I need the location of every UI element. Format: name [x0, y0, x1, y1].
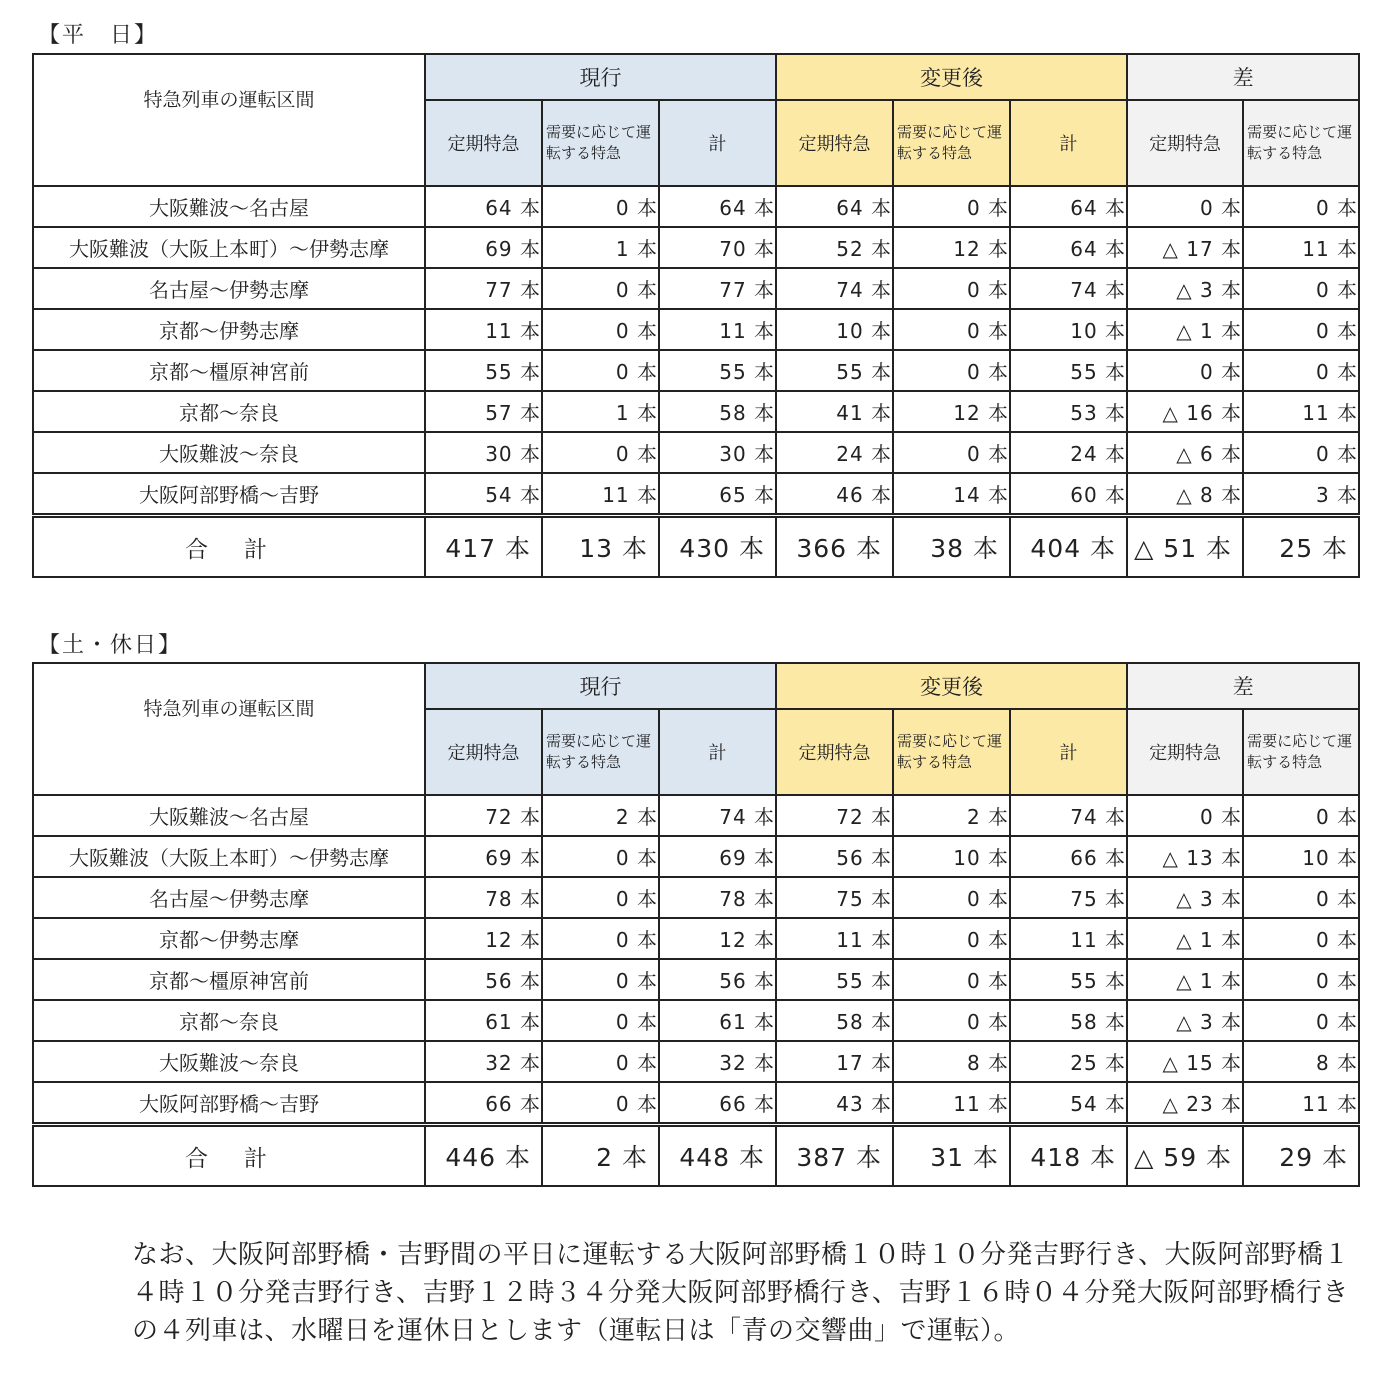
train-count-cell: 11 本: [893, 1082, 1010, 1125]
train-count-cell: △ 3 本: [1127, 877, 1243, 918]
table-row: [33, 877, 1359, 918]
regular-express-header: 定期特急: [776, 709, 893, 795]
train-count-cell: 55 本: [776, 959, 893, 1000]
train-count-cell: 8 本: [893, 1041, 1010, 1082]
train-count-cell: △ 8 本: [1127, 473, 1243, 516]
train-count-cell: 11 本: [659, 309, 776, 350]
table-row: [33, 1000, 1359, 1041]
train-count-cell: 0 本: [1243, 1000, 1359, 1041]
train-count-cell: 58 本: [776, 1000, 893, 1041]
train-count-cell: 0 本: [542, 836, 659, 877]
total-count-cell: 430 本: [659, 516, 776, 578]
train-count-cell: 55 本: [425, 350, 542, 391]
train-count-cell: 74 本: [776, 268, 893, 309]
train-count-cell: 12 本: [425, 918, 542, 959]
on-demand-express-header: 需要に応じて運転する特急: [893, 709, 1010, 795]
route-name: 名古屋～伊勢志摩: [33, 268, 425, 309]
train-count-cell: 10 本: [1243, 836, 1359, 877]
train-count-cell: 64 本: [1010, 227, 1127, 268]
train-count-cell: 41 本: [776, 391, 893, 432]
total-count-cell: 13 本: [542, 516, 659, 578]
train-count-cell: 24 本: [776, 432, 893, 473]
train-count-cell: 0 本: [1243, 350, 1359, 391]
train-count-cell: △ 1 本: [1127, 918, 1243, 959]
table-row: [33, 1041, 1359, 1082]
train-count-cell: 0 本: [893, 309, 1010, 350]
train-count-cell: 66 本: [659, 1082, 776, 1125]
train-count-cell: 69 本: [425, 836, 542, 877]
total-row: [33, 516, 1359, 578]
train-count-cell: 55 本: [1010, 959, 1127, 1000]
total-count-cell: 38 本: [893, 516, 1010, 578]
train-count-cell: 0 本: [1127, 186, 1243, 227]
train-count-cell: 58 本: [1010, 1000, 1127, 1041]
route-header: 特急列車の運転区間: [33, 663, 425, 795]
train-count-cell: 53 本: [1010, 391, 1127, 432]
train-count-cell: 74 本: [1010, 795, 1127, 836]
total-count-cell: 418 本: [1010, 1125, 1127, 1187]
total-header: 計: [1010, 709, 1127, 795]
table-row: [33, 227, 1359, 268]
train-count-cell: 8 本: [1243, 1041, 1359, 1082]
table-row: [33, 391, 1359, 432]
route-name: 京都～橿原神宮前: [33, 959, 425, 1000]
train-count-cell: 46 本: [776, 473, 893, 516]
table-row: [33, 795, 1359, 836]
table-row: [33, 432, 1359, 473]
train-count-cell: 69 本: [659, 836, 776, 877]
train-count-cell: 57 本: [425, 391, 542, 432]
train-count-cell: 30 本: [425, 432, 542, 473]
weekday-section-title: 【平 日】: [38, 23, 159, 48]
train-count-cell: △ 1 本: [1127, 959, 1243, 1000]
train-count-cell: 64 本: [425, 186, 542, 227]
route-name: 京都～伊勢志摩: [33, 918, 425, 959]
table-row: [33, 836, 1359, 877]
table-row: [33, 918, 1359, 959]
train-count-cell: 2 本: [893, 795, 1010, 836]
train-count-cell: 78 本: [425, 877, 542, 918]
train-count-cell: 0 本: [542, 432, 659, 473]
train-count-cell: 61 本: [425, 1000, 542, 1041]
holiday-section-title: 【土・休日】: [38, 633, 183, 658]
train-count-cell: △ 16 本: [1127, 391, 1243, 432]
train-count-cell: 3 本: [1243, 473, 1359, 516]
train-count-cell: △ 1 本: [1127, 309, 1243, 350]
train-count-cell: 0 本: [542, 1041, 659, 1082]
route-name: 名古屋～伊勢志摩: [33, 877, 425, 918]
train-count-cell: 0 本: [542, 1000, 659, 1041]
train-count-cell: 0 本: [542, 959, 659, 1000]
total-count-cell: 446 本: [425, 1125, 542, 1187]
total-row: [33, 1125, 1359, 1187]
train-count-cell: 11 本: [1010, 918, 1127, 959]
total-label: 合計: [33, 516, 425, 578]
total-count-cell: 366 本: [776, 516, 893, 578]
total-header: 計: [659, 100, 776, 186]
train-count-cell: 61 本: [659, 1000, 776, 1041]
train-count-cell: 74 本: [1010, 268, 1127, 309]
train-count-cell: 0 本: [1243, 309, 1359, 350]
train-count-cell: 66 本: [1010, 836, 1127, 877]
train-count-cell: 56 本: [659, 959, 776, 1000]
route-name: 大阪阿部野橋～吉野: [33, 1082, 425, 1125]
route-header: 特急列車の運転区間: [33, 54, 425, 186]
train-count-cell: 56 本: [776, 836, 893, 877]
train-count-cell: 11 本: [1243, 1082, 1359, 1125]
train-count-cell: 0 本: [542, 350, 659, 391]
train-count-cell: 0 本: [893, 959, 1010, 1000]
train-count-cell: 25 本: [1010, 1041, 1127, 1082]
train-count-cell: 0 本: [542, 186, 659, 227]
train-count-cell: 24 本: [1010, 432, 1127, 473]
group-after-change: 変更後: [776, 663, 1127, 709]
train-count-cell: 74 本: [659, 795, 776, 836]
regular-express-header: 定期特急: [1127, 100, 1243, 186]
train-count-cell: 11 本: [1243, 391, 1359, 432]
total-count-cell: 31 本: [893, 1125, 1010, 1187]
train-count-cell: 64 本: [776, 186, 893, 227]
train-count-cell: 10 本: [893, 836, 1010, 877]
train-count-cell: 10 本: [1010, 309, 1127, 350]
total-count-cell: △ 59 本: [1127, 1125, 1243, 1187]
train-count-cell: 54 本: [425, 473, 542, 516]
train-count-cell: 0 本: [1243, 877, 1359, 918]
train-count-cell: 0 本: [1243, 795, 1359, 836]
train-count-cell: 2 本: [542, 795, 659, 836]
train-count-cell: 14 本: [893, 473, 1010, 516]
on-demand-express-header: 需要に応じて運転する特急: [1243, 709, 1359, 795]
train-count-cell: 0 本: [1243, 918, 1359, 959]
group-difference: 差: [1127, 663, 1359, 709]
train-count-cell: 55 本: [659, 350, 776, 391]
route-name: 京都～橿原神宮前: [33, 350, 425, 391]
train-count-cell: 0 本: [1127, 350, 1243, 391]
group-current: 現行: [425, 663, 776, 709]
train-count-cell: 0 本: [1243, 432, 1359, 473]
total-count-cell: 29 本: [1243, 1125, 1359, 1187]
group-current: 現行: [425, 54, 776, 100]
total-count-cell: 387 本: [776, 1125, 893, 1187]
train-count-cell: 0 本: [1127, 795, 1243, 836]
total-count-cell: △ 51 本: [1127, 516, 1243, 578]
total-label: 合計: [33, 1125, 425, 1187]
regular-express-header: 定期特急: [776, 100, 893, 186]
train-count-cell: 72 本: [776, 795, 893, 836]
train-count-cell: 72 本: [425, 795, 542, 836]
route-name: 京都～伊勢志摩: [33, 309, 425, 350]
train-count-cell: 0 本: [893, 432, 1010, 473]
weekday-timetable: [32, 53, 1360, 578]
route-name: 大阪難波（大阪上本町）～伊勢志摩: [33, 227, 425, 268]
train-count-cell: 75 本: [776, 877, 893, 918]
train-count-cell: 60 本: [1010, 473, 1127, 516]
train-count-cell: △ 6 本: [1127, 432, 1243, 473]
train-count-cell: 0 本: [1243, 959, 1359, 1000]
table-row: [33, 350, 1359, 391]
train-count-cell: 12 本: [893, 227, 1010, 268]
on-demand-express-header: 需要に応じて運転する特急: [1243, 100, 1359, 186]
regular-express-header: 定期特急: [425, 709, 542, 795]
train-count-cell: 12 本: [659, 918, 776, 959]
train-count-cell: 32 本: [425, 1041, 542, 1082]
train-count-cell: 11 本: [425, 309, 542, 350]
route-name: 京都～奈良: [33, 391, 425, 432]
table-row: [33, 1082, 1359, 1125]
on-demand-express-header: 需要に応じて運転する特急: [542, 709, 659, 795]
train-count-cell: 78 本: [659, 877, 776, 918]
train-count-cell: 58 本: [659, 391, 776, 432]
total-header: 計: [659, 709, 776, 795]
train-count-cell: 0 本: [542, 1082, 659, 1125]
footnote: なお、大阪阿部野橋・吉野間の平日に運転する大阪阿部野橋１０時１０分発吉野行き、大阪阿部野橋１４時１０分発吉野行き、吉野１２時３４分発大阪阿部野橋行き、吉野１６時０４分発大阪阿部野橋行きの４列車は、水曜日を運休日とします（運転日は「青の交響曲」で運転）。: [132, 1240, 1350, 1346]
train-count-cell: 66 本: [425, 1082, 542, 1125]
train-count-cell: 75 本: [1010, 877, 1127, 918]
train-count-cell: 0 本: [1243, 268, 1359, 309]
train-count-cell: 55 本: [1010, 350, 1127, 391]
train-count-cell: 43 本: [776, 1082, 893, 1125]
train-count-cell: 64 本: [1010, 186, 1127, 227]
table-row: [33, 186, 1359, 227]
group-after-change: 変更後: [776, 54, 1127, 100]
train-count-cell: 1 本: [542, 227, 659, 268]
train-count-cell: 17 本: [776, 1041, 893, 1082]
route-name: 大阪阿部野橋～吉野: [33, 473, 425, 516]
train-count-cell: 11 本: [1243, 227, 1359, 268]
regular-express-header: 定期特急: [1127, 709, 1243, 795]
regular-express-header: 定期特急: [425, 100, 542, 186]
total-count-cell: 2 本: [542, 1125, 659, 1187]
train-count-cell: 10 本: [776, 309, 893, 350]
train-count-cell: 54 本: [1010, 1082, 1127, 1125]
on-demand-express-header: 需要に応じて運転する特急: [893, 100, 1010, 186]
train-count-cell: 0 本: [893, 1000, 1010, 1041]
train-count-cell: △ 13 本: [1127, 836, 1243, 877]
table-row: [33, 473, 1359, 516]
train-count-cell: 0 本: [542, 877, 659, 918]
train-count-cell: 56 本: [425, 959, 542, 1000]
route-name: 京都～奈良: [33, 1000, 425, 1041]
train-count-cell: 0 本: [542, 918, 659, 959]
train-count-cell: △ 23 本: [1127, 1082, 1243, 1125]
train-count-cell: 1 本: [542, 391, 659, 432]
train-count-cell: 64 本: [659, 186, 776, 227]
train-count-cell: 0 本: [1243, 186, 1359, 227]
train-count-cell: 11 本: [776, 918, 893, 959]
train-count-cell: 11 本: [542, 473, 659, 516]
train-count-cell: 0 本: [893, 186, 1010, 227]
table-row: [33, 268, 1359, 309]
train-count-cell: 55 本: [776, 350, 893, 391]
table-row: [33, 309, 1359, 350]
train-count-cell: △ 17 本: [1127, 227, 1243, 268]
train-count-cell: △ 3 本: [1127, 268, 1243, 309]
route-name: 大阪難波～名古屋: [33, 186, 425, 227]
train-count-cell: 77 本: [425, 268, 542, 309]
train-count-cell: 0 本: [893, 350, 1010, 391]
total-count-cell: 417 本: [425, 516, 542, 578]
train-count-cell: 70 本: [659, 227, 776, 268]
group-difference: 差: [1127, 54, 1359, 100]
train-count-cell: 0 本: [542, 268, 659, 309]
route-name: 大阪難波～名古屋: [33, 795, 425, 836]
train-count-cell: 77 本: [659, 268, 776, 309]
train-count-cell: 0 本: [542, 309, 659, 350]
train-count-cell: 32 本: [659, 1041, 776, 1082]
train-count-cell: 12 本: [893, 391, 1010, 432]
train-count-cell: 0 本: [893, 877, 1010, 918]
train-count-cell: 0 本: [893, 268, 1010, 309]
total-header: 計: [1010, 100, 1127, 186]
total-count-cell: 25 本: [1243, 516, 1359, 578]
train-count-cell: 0 本: [893, 918, 1010, 959]
train-count-cell: 69 本: [425, 227, 542, 268]
route-name: 大阪難波（大阪上本町）～伊勢志摩: [33, 836, 425, 877]
train-count-cell: △ 3 本: [1127, 1000, 1243, 1041]
total-count-cell: 404 本: [1010, 516, 1127, 578]
table-row: [33, 959, 1359, 1000]
total-count-cell: 448 本: [659, 1125, 776, 1187]
train-count-cell: 52 本: [776, 227, 893, 268]
holiday-timetable: [32, 662, 1360, 1187]
route-name: 大阪難波～奈良: [33, 432, 425, 473]
on-demand-express-header: 需要に応じて運転する特急: [542, 100, 659, 186]
train-count-cell: △ 15 本: [1127, 1041, 1243, 1082]
train-count-cell: 30 本: [659, 432, 776, 473]
train-count-cell: 65 本: [659, 473, 776, 516]
route-name: 大阪難波～奈良: [33, 1041, 425, 1082]
